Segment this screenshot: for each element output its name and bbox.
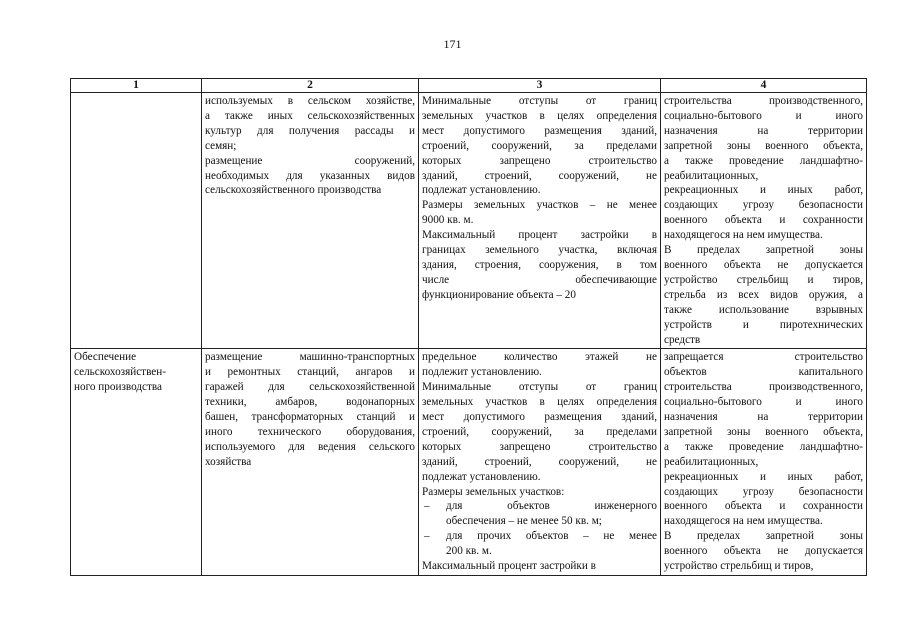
text-line: ного производства (74, 381, 162, 394)
text-line: используемых в сельском хозяйстве, (205, 95, 415, 107)
text-line: военного объекта не допускается (664, 545, 863, 558)
text-line: стрельба из всех видов оружия, а (664, 288, 863, 301)
list-item-text (446, 529, 657, 559)
text-line: зданий, строений, сооружений, не (422, 455, 657, 468)
row1-permitted-use-cell (202, 93, 419, 349)
row1-land-use-cell (71, 93, 202, 349)
text-line: размещение машинно-транспортных (205, 351, 415, 364)
row2-parameters-text-end (422, 559, 657, 574)
list-dash: – (424, 500, 430, 513)
list-dash: – (424, 530, 430, 543)
text-line: размещение сооружений, (205, 154, 415, 167)
text-line: границах земельного участка, включая (422, 244, 657, 257)
row2-parameters-text (422, 350, 657, 499)
text-line: 9000 кв. м. (422, 214, 474, 227)
text-line: сельскохозяйствен- (74, 366, 166, 379)
text-line: техники, амбаров, водонапорных (205, 396, 415, 409)
text-line: запрещается строительство (664, 351, 863, 364)
text-line: строений, сооружений, за пределами (422, 139, 657, 152)
row2-restrictions-cell (661, 349, 867, 576)
text-line: Размеры земельных участков: (422, 485, 565, 498)
text-line: строительства производственного, (664, 381, 863, 394)
text-line: создающих угрозу безопасности (664, 199, 863, 212)
text-line: которых запрещено строительство (422, 154, 657, 167)
text-line: назначения на территории (664, 124, 863, 137)
column-header-3: 3 (419, 79, 661, 93)
text-line: устройств и пиротехнических (664, 318, 863, 331)
row2-land-use-cell (71, 349, 202, 576)
text-line: функционирование объекта – 20 (422, 288, 576, 301)
text-line: рекреационных и иных работ, (664, 184, 863, 197)
text-line: Минимальные отступы от границ (422, 95, 657, 107)
text-line: военного объекта и сохранности (664, 214, 863, 227)
text-line: сельскохозяйственного производства (205, 184, 382, 197)
text-line: а также проведение ландшафтно- (664, 154, 863, 167)
row2-permitted-use-cell (202, 349, 419, 576)
text-line: реабилитационных, (664, 455, 759, 468)
text-line: мест допустимого размещения зданий, (422, 124, 657, 137)
header-row (71, 79, 867, 93)
text-line: реабилитационных, (664, 169, 759, 182)
text-line: запретной зоны военного объекта, (664, 425, 863, 438)
text-line: строений, сооружений, за пределами (422, 425, 657, 438)
text-line: находящегося на нем имущества. (664, 229, 823, 242)
text-line: мест допустимого размещения зданий, (422, 411, 657, 424)
text-line: подлежит установлению. (422, 366, 542, 379)
column-header-1: 1 (71, 79, 202, 93)
text-line: хозяйства (205, 455, 252, 468)
text-line: строительства производственного, (664, 95, 863, 107)
text-line: социально-бытового и иного (664, 396, 863, 409)
text-line: зданий, строений, сооружений, не (422, 169, 657, 182)
text-line: устройство стрельбищ и тиров, (664, 560, 814, 573)
list-item (422, 499, 657, 529)
text-line: Обеспечение (74, 351, 137, 364)
table-row (71, 349, 867, 576)
text-line: 200 кв. м. (446, 545, 492, 558)
page-number: 171 (443, 37, 462, 51)
row2-parameters-cell (419, 349, 661, 576)
column-header-2: 2 (202, 79, 419, 93)
text-line: подлежат установлению. (422, 470, 541, 483)
text-line: социально-бытового и иного (664, 109, 863, 122)
text-line: которых запрещено строительство (422, 440, 657, 453)
row1-parameters-cell (419, 93, 661, 349)
text-line: гаражей для сельскохозяйственной (205, 381, 415, 394)
table-row (71, 93, 867, 349)
text-line: а также иных сельскохозяйственных (205, 109, 415, 122)
text-line: культур для получения рассады и (205, 124, 415, 137)
text-line: Максимальный процент застройки в (422, 560, 596, 573)
text-line: башен, трансформаторных станций и (205, 411, 415, 424)
column-header-4: 4 (661, 79, 867, 93)
text-line: здания, строения, сооружения, в том (422, 258, 657, 271)
text-line: числе обеспечивающие (422, 273, 657, 286)
text-line: обеспечения – не менее 50 кв. м; (446, 515, 602, 528)
text-line: необходимых для указанных видов (205, 169, 415, 182)
text-line: а также проведение ландшафтно- (664, 440, 863, 453)
text-line: В пределах запретной зоны (664, 530, 863, 543)
text-line: военного объекта не допускается (664, 258, 863, 271)
text-line: также использование взрывных (664, 303, 863, 316)
text-line: находящегося на нем имущества. (664, 515, 823, 528)
text-line: семян; (205, 139, 237, 152)
text-line: устройство стрельбищ и тиров, (664, 273, 863, 286)
text-line: военного объекта и сохранности (664, 500, 863, 513)
document-table (70, 78, 867, 576)
text-line: для прочих объектов – не менее (446, 530, 657, 543)
text-line: рекреационных и иных работ, (664, 470, 863, 483)
text-line: создающих угрозу безопасности (664, 485, 863, 498)
text-line: средств (664, 333, 701, 346)
text-line: предельное количество этажей не (422, 351, 657, 364)
text-line: Размеры земельных участков – не менее (422, 199, 657, 212)
text-line: назначения на территории (664, 411, 863, 424)
text-line: и ремонтных станций, ангаров и (205, 366, 415, 379)
text-line: Максимальный процент застройки в (422, 229, 657, 242)
row2-size-list (422, 499, 657, 559)
row1-restrictions-cell (661, 93, 867, 349)
text-line: для объектов инженерного (446, 500, 657, 513)
text-line: земельных участков в целях определения (422, 109, 657, 122)
list-item-text (446, 499, 657, 529)
text-line: В пределах запретной зоны (664, 244, 863, 257)
text-line: иного технического оборудования, (205, 425, 415, 438)
text-line: подлежат установлению. (422, 184, 541, 197)
text-line: объектов капитального (664, 366, 863, 379)
text-line: запретной зоны военного объекта, (664, 139, 863, 152)
text-line: земельных участков в целях определения (422, 396, 657, 409)
text-line: используемого для ведения сельского (205, 440, 415, 453)
text-line: Минимальные отступы от границ (422, 381, 657, 394)
list-item (422, 529, 657, 559)
